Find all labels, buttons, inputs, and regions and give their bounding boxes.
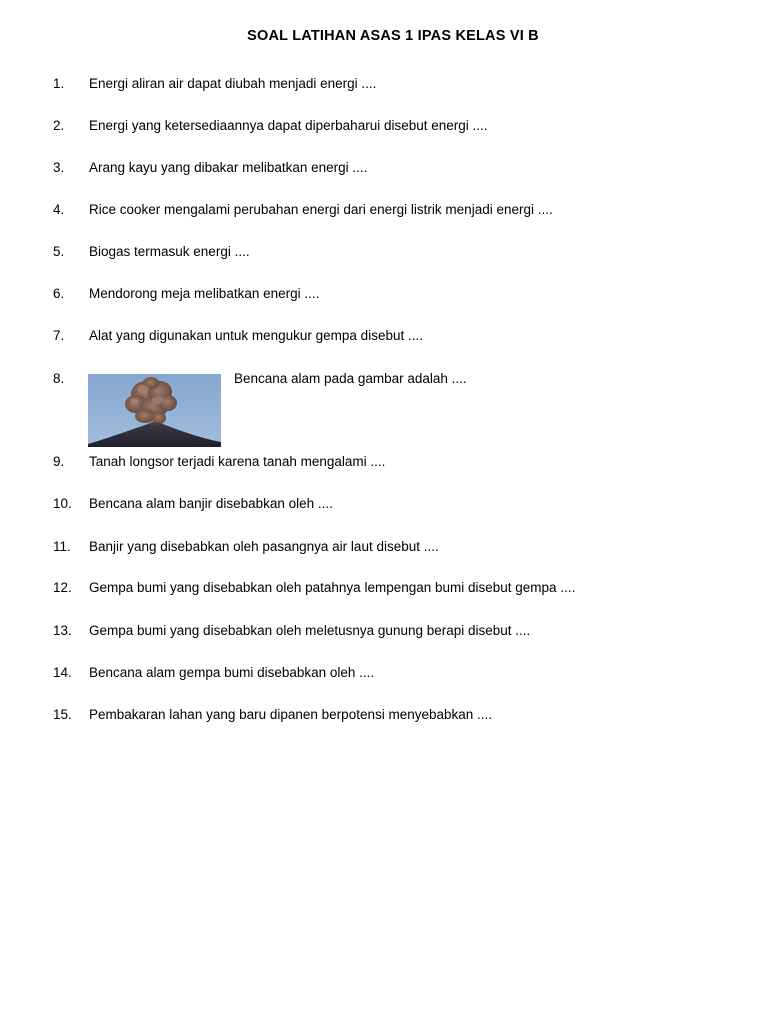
question-text: Pembakaran lahan yang baru dipanen berpotensi menyebabkan .... xyxy=(89,707,493,722)
question-text: Alat yang digunakan untuk mengukur gempa disebut .... xyxy=(89,328,423,343)
question-number: 5. xyxy=(53,244,65,259)
question-text: Mendorong meja melibatkan energi .... xyxy=(89,286,320,301)
question-text: Tanah longsor terjadi karena tanah mengalami .... xyxy=(89,454,386,469)
question-text: Banjir yang disebabkan oleh pasangnya air laut disebut .... xyxy=(89,539,439,554)
question-text: Biogas termasuk energi .... xyxy=(89,244,250,259)
question-number: 12. xyxy=(53,580,72,595)
question-text: Energi aliran air dapat diubah menjadi energi .... xyxy=(89,76,377,91)
question-number: 1. xyxy=(53,76,65,91)
question-number: 14. xyxy=(53,665,72,680)
question-text: Energi yang ketersediaannya dapat diperbaharui disebut energi .... xyxy=(89,118,488,133)
question-text: Bencana alam banjir disebabkan oleh .... xyxy=(89,496,333,511)
question-text: Gempa bumi yang disebabkan oleh meletusnya gunung berapi disebut .... xyxy=(89,623,531,638)
question-text: Bencana alam gempa bumi disebabkan oleh .... xyxy=(89,665,375,680)
question-number: 8. xyxy=(53,371,65,386)
question-number: 15. xyxy=(53,707,72,722)
question-number: 13. xyxy=(53,623,72,638)
question-number: 7. xyxy=(53,328,65,343)
question-number: 2. xyxy=(53,118,65,133)
question-text: Arang kayu yang dibakar melibatkan energi .... xyxy=(89,160,368,175)
question-number: 9. xyxy=(53,454,65,469)
question-text: Gempa bumi yang disebabkan oleh patahnya lempengan bumi disebut gempa .... xyxy=(89,580,576,595)
page-title: SOAL LATIHAN ASAS 1 IPAS KELAS VI B xyxy=(247,28,539,44)
question-text: Bencana alam pada gambar adalah .... xyxy=(234,371,467,386)
question-number: 10. xyxy=(53,496,72,511)
volcano-eruption-image xyxy=(88,374,221,447)
question-number: 11. xyxy=(53,539,71,554)
question-number: 3. xyxy=(53,160,65,175)
question-number: 6. xyxy=(53,286,65,301)
question-number: 4. xyxy=(53,202,65,217)
question-text: Rice cooker mengalami perubahan energi dari energi listrik menjadi energi .... xyxy=(89,202,553,217)
